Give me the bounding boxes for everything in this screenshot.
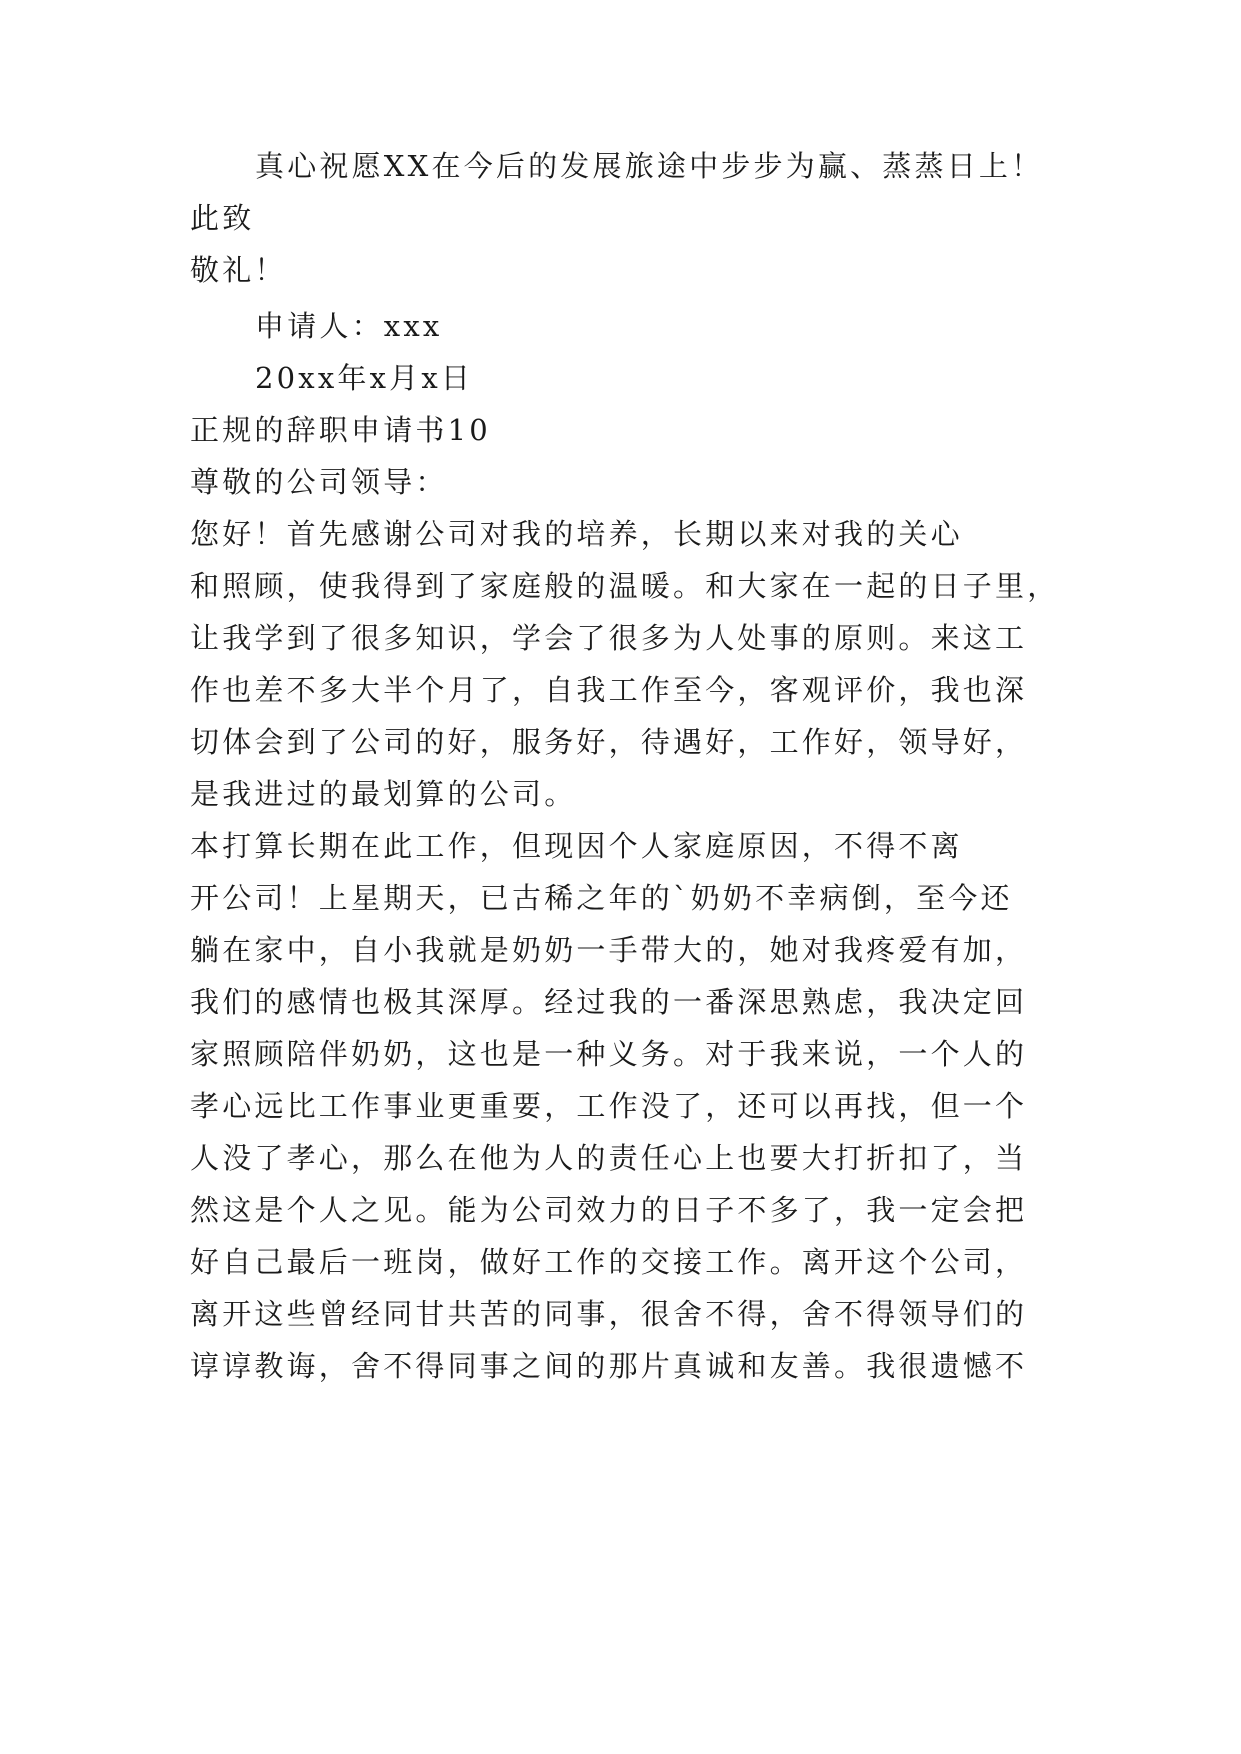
addressee: 尊敬的公司领导：: [190, 465, 448, 499]
applicant-signature: 申请人：xxx: [255, 309, 443, 343]
paragraph-line: 和照顾，使我得到了家庭般的温暖。和大家在一起的日子里，: [190, 569, 1060, 603]
paragraph-line: 谆谆教诲，舍不得同事之间的那片真诚和友善。我很遗憾不: [190, 1349, 1028, 1383]
paragraph-line: 我们的感情也极其深厚。经过我的一番深思熟虑，我决定回: [190, 985, 1028, 1019]
paragraph-line: 人没了孝心，那么在他为人的责任心上也要大打折扣了，当: [190, 1141, 1028, 1175]
salutation-ci-zhi: 此致: [190, 201, 255, 235]
paragraph-line: 您好！首先感谢公司对我的培养，长期以来对我的关心: [190, 517, 963, 551]
paragraph-line: 孝心远比工作事业更重要，工作没了，还可以再找，但一个: [190, 1089, 1028, 1123]
paragraph-line: 切体会到了公司的好，服务好，待遇好，工作好，领导好，: [190, 725, 1028, 759]
paragraph-line: 本打算长期在此工作，但现因个人家庭原因，不得不离: [190, 829, 963, 863]
paragraph-line: 是我进过的最划算的公司。: [190, 777, 577, 811]
paragraph-line: 作也差不多大半个月了，自我工作至今，客观评价，我也深: [190, 673, 1028, 707]
paragraph-line: 然这是个人之见。能为公司效力的日子不多了，我一定会把: [190, 1193, 1028, 1227]
paragraph-line: 让我学到了很多知识，学会了很多为人处事的原则。来这工: [190, 621, 1028, 655]
section-title: 正规的辞职申请书10: [190, 413, 491, 447]
paragraph-line: 家照顾陪伴奶奶，这也是一种义务。对于我来说，一个人的: [190, 1037, 1028, 1071]
paragraph-line: 离开这些曾经同甘共苦的同事，很舍不得，舍不得领导们的: [190, 1297, 1028, 1331]
paragraph-line: 开公司！上星期天，已古稀之年的`奶奶不幸病倒，至今还: [190, 881, 1013, 915]
paragraph-line: 躺在家中，自小我就是奶奶一手带大的，她对我疼爱有加，: [190, 933, 1028, 967]
salutation-jing-li: 敬礼！: [190, 253, 287, 287]
paragraph-line: 好自己最后一班岗，做好工作的交接工作。离开这个公司，: [190, 1245, 1028, 1279]
signature-date: 20xx年x月x日: [255, 361, 474, 395]
closing-wish: 真心祝愿XX在今后的发展旅途中步步为赢、蒸蒸日上！: [255, 149, 1044, 183]
